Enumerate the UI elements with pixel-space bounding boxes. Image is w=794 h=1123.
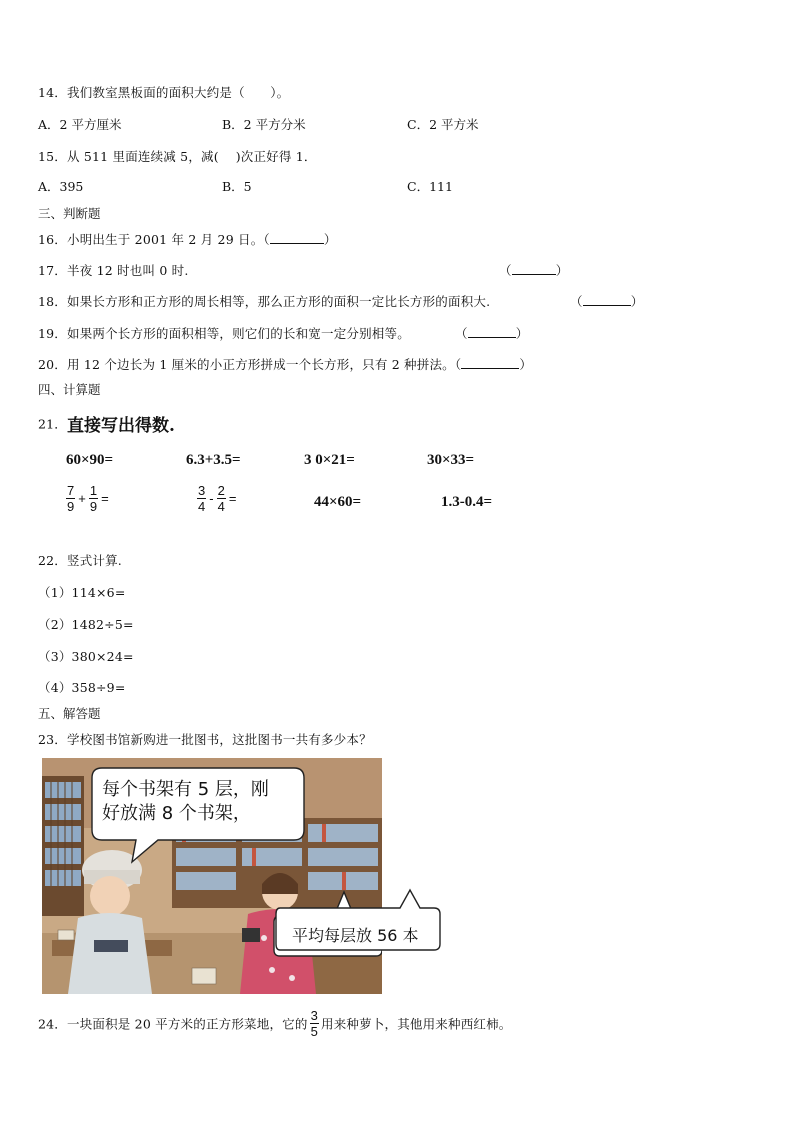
list-item: （3）380×24= xyxy=(38,649,134,664)
calc-item: 60×90= xyxy=(66,452,114,468)
calc-item: 6.3+3.5= xyxy=(186,452,241,468)
speech-bubble-1-text: 每个书架有 5 层，刚 好放满 8 个书架， xyxy=(102,779,269,824)
calc-item: 44×60= xyxy=(314,494,362,510)
fraction: $\frac{1}{9}$ xyxy=(89,483,98,514)
question-23: 23．学校图书馆新购进一批图书，这批图书一共有多少本？ xyxy=(38,732,372,747)
fraction: $\frac{2}{4}$ xyxy=(217,483,225,514)
question-17: 17．半夜 12 时也叫 0 时. xyxy=(38,263,189,278)
q14-option-a: A．2 平方厘米 xyxy=(38,117,122,132)
q17-answer-blank[interactable] xyxy=(512,262,556,275)
q19-close: ） xyxy=(515,326,529,341)
q17-open: （ xyxy=(499,263,512,278)
question-22: 22．竖式计算. xyxy=(38,553,122,568)
q14-option-c: C．2 平方米 xyxy=(407,117,479,132)
calc-item: 30×33= xyxy=(427,452,475,468)
question-16 xyxy=(38,230,337,248)
fraction: $\frac{3}{5}$ xyxy=(310,1008,318,1039)
calc-item: 3 0×21= xyxy=(304,452,355,468)
question-18: 18．如果长方形和正方形的周长相等，那么正方形的面积一定比长方形的面积大. xyxy=(38,294,491,309)
q19-open: （ xyxy=(455,326,468,341)
question-14: 14．我们教室黑板面的面积大约是（ ）。 xyxy=(38,85,290,100)
q17-close: ） xyxy=(555,263,569,278)
question-20 xyxy=(38,355,532,373)
question-24: 24．一块面积是 20 平方米的正方形菜地，它的 $\frac{3}{5}$ 用来种萝卜，其他用来种西红柿。 xyxy=(38,1008,512,1039)
q19-answer-blank[interactable] xyxy=(468,325,516,338)
speech-bubble-2-text: 平均每层放 56 本 xyxy=(292,926,419,945)
section-3-heading: 三、判断题 xyxy=(38,206,101,221)
q15-option-a: A．395 xyxy=(38,179,84,194)
fraction: $\frac{3}{4}$ xyxy=(198,483,206,514)
q18-answer-blank[interactable] xyxy=(583,293,631,306)
q18-close: ） xyxy=(630,294,644,309)
q18-open: （ xyxy=(570,294,583,309)
fraction-expression-2: $\frac{3}{4}$ - $\frac{2}{4}$ = xyxy=(198,483,237,514)
fraction-expression-1: $\frac{7}{9}$ + $\frac{1}{9}$ = xyxy=(67,483,109,514)
q20-text: 20．用 12 个边长为 1 厘米的小正方形拼成一个长方形，只有 2 种拼法。（ xyxy=(38,357,462,372)
q16-text: 16．小明出生于 2001 年 2 月 29 日。（ xyxy=(38,232,270,247)
q14-option-b: B．2 平方分米 xyxy=(222,117,306,132)
q16-answer-blank[interactable] xyxy=(270,231,324,244)
q21-title: 直接写出得数. xyxy=(67,416,175,436)
calc-item: 1.3-0.4= xyxy=(441,494,493,510)
q15-option-b: B．5 xyxy=(222,179,252,194)
q16-close: ） xyxy=(323,232,337,247)
list-item: （4）358÷9= xyxy=(38,680,126,695)
q17-answer xyxy=(499,261,568,279)
question-15: 15．从 511 里面连续减 5，减( )次正好得 1． xyxy=(38,149,317,164)
question-19: 19．如果两个长方形的面积相等，则它们的长和宽一定分别相等。 xyxy=(38,326,410,341)
fraction: $\frac{7}{9}$ xyxy=(67,483,75,514)
q15-option-c: C．111 xyxy=(407,179,453,194)
q19-answer xyxy=(455,324,528,342)
section-4-heading: 四、计算题 xyxy=(38,382,101,397)
q20-answer-blank[interactable] xyxy=(461,356,519,369)
list-item: （2）1482÷5= xyxy=(38,617,134,632)
q21-number: 21． xyxy=(38,416,68,432)
q20-close: ） xyxy=(519,357,533,372)
q18-answer xyxy=(570,292,643,310)
question-21 xyxy=(38,411,175,436)
section-5-heading: 五、解答题 xyxy=(38,706,101,721)
list-item: （1）114×6= xyxy=(38,585,126,600)
library-illustration xyxy=(42,758,382,994)
